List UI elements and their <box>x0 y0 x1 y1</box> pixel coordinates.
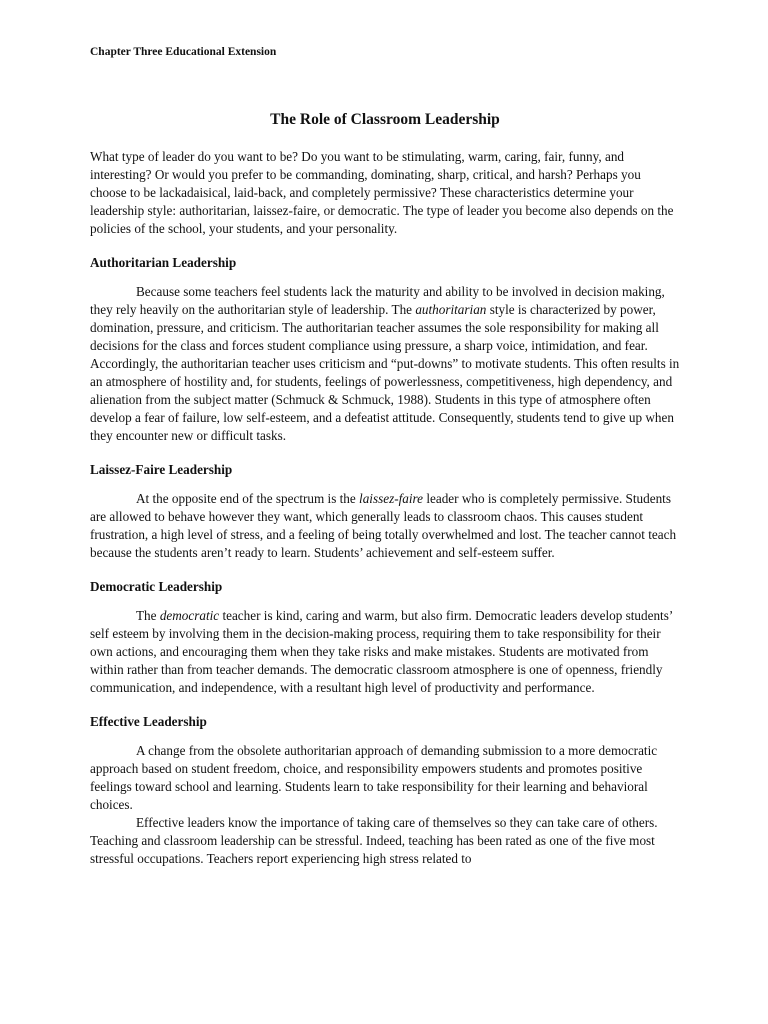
emphasis-term: authoritarian <box>415 302 487 317</box>
text-run: Because some teachers feel students lack the maturity and ability to be involved in decision making, they rely heavily on the authoritarian style of leadership. The <box>90 284 665 317</box>
document-title: The Role of Classroom Leadership <box>270 111 500 128</box>
effective-paragraph-1: A change from the obsolete authoritarian approach of demanding submission to a more democratic approach based on student freedom, choice, and responsibility empowers students and promotes positive feelings toward school and learning. Students learn to take responsibility for their learning and behavioral choices. <box>90 743 658 812</box>
section-authoritarian <box>90 254 680 445</box>
section-heading-authoritarian: Authoritarian Leadership <box>90 255 237 270</box>
democratic-paragraph <box>90 607 680 697</box>
text-run: The <box>136 608 160 623</box>
authoritarian-paragraph <box>90 283 680 445</box>
emphasis-term: laissez-faire <box>359 491 424 506</box>
section-heading-laissez-faire: Laissez-Faire Leadership <box>90 462 233 477</box>
text-run: style is characterized by power, domination, pressure, and criticism. The authoritarian teacher assumes the sole responsibility for making all decisions for the class and forces student compliance using pressure, a sharp voice, intimidation, and fear. Accordingly, the authoritarian teacher uses criticism and “put-downs” to motivate students. This often results in an atmosphere of hostility and, for students, feelings of powerlessness, competitiveness, high dependency, and alienation from the subject matter (Schmuck & Schmuck, 1988). Students in this type of atmosphere often develop a fear of failure, low self-esteem, and a defeatist attitude. Consequently, students tend to give up when they encounter new or difficult tasks. <box>90 302 680 443</box>
text-run: leader who is completely permissive. Students are allowed to behave however they want, which generally leads to classroom chaos. This causes student frustration, a high level of stress, and a feeling of being totally overwhelmed and lost. The teacher cannot teach because the students aren’t ready to learn. Students’ achievement and self-esteem suffer. <box>90 491 677 560</box>
text-run: teacher is kind, caring and warm, but also firm. Democratic leaders develop students’ self esteem by involving them in the decision-making process, requiring them to take responsibility for their own actions, and encouraging them when they take risks and make mistakes. Students are motivated from within rather than from teacher demands. The democratic classroom atmosphere is one of openness, friendly communication, and independence, with a resultant high level of productivity and performance. <box>90 608 673 695</box>
section-heading-effective: Effective Leadership <box>90 714 207 729</box>
section-democratic <box>90 578 680 697</box>
emphasis-term: democratic <box>159 608 220 623</box>
effective-paragraph-2: Effective leaders know the importance of taking care of themselves so they can take care of others. Teaching and classroom leadership can be stressful. Indeed, teaching has been rated as one of the five most stressful occupations. Teachers report experiencing high stress related to <box>90 815 658 866</box>
document-page <box>90 44 680 884</box>
intro-paragraph: What type of leader do you want to be? Do you want to be stimulating, warm, caring, fair, funny, and interesting? Or would you prefer to be commanding, dominating, sharp, critical, and harsh? Perhaps you choose to be lackadaisical, laid-back, and completely permissive? These characteristics determine your leadership style: authoritarian, laissez-faire, or democratic. The type of leader you become also depends on the policies of the school, your students, and your personality. <box>90 149 674 236</box>
section-heading-democratic: Democratic Leadership <box>90 579 223 594</box>
text-run: At the opposite end of the spectrum is the <box>136 491 360 506</box>
running-head: Chapter Three Educational Extension <box>90 46 277 58</box>
laissez-faire-paragraph <box>90 490 680 562</box>
section-effective <box>90 713 680 868</box>
section-laissez-faire <box>90 461 680 562</box>
